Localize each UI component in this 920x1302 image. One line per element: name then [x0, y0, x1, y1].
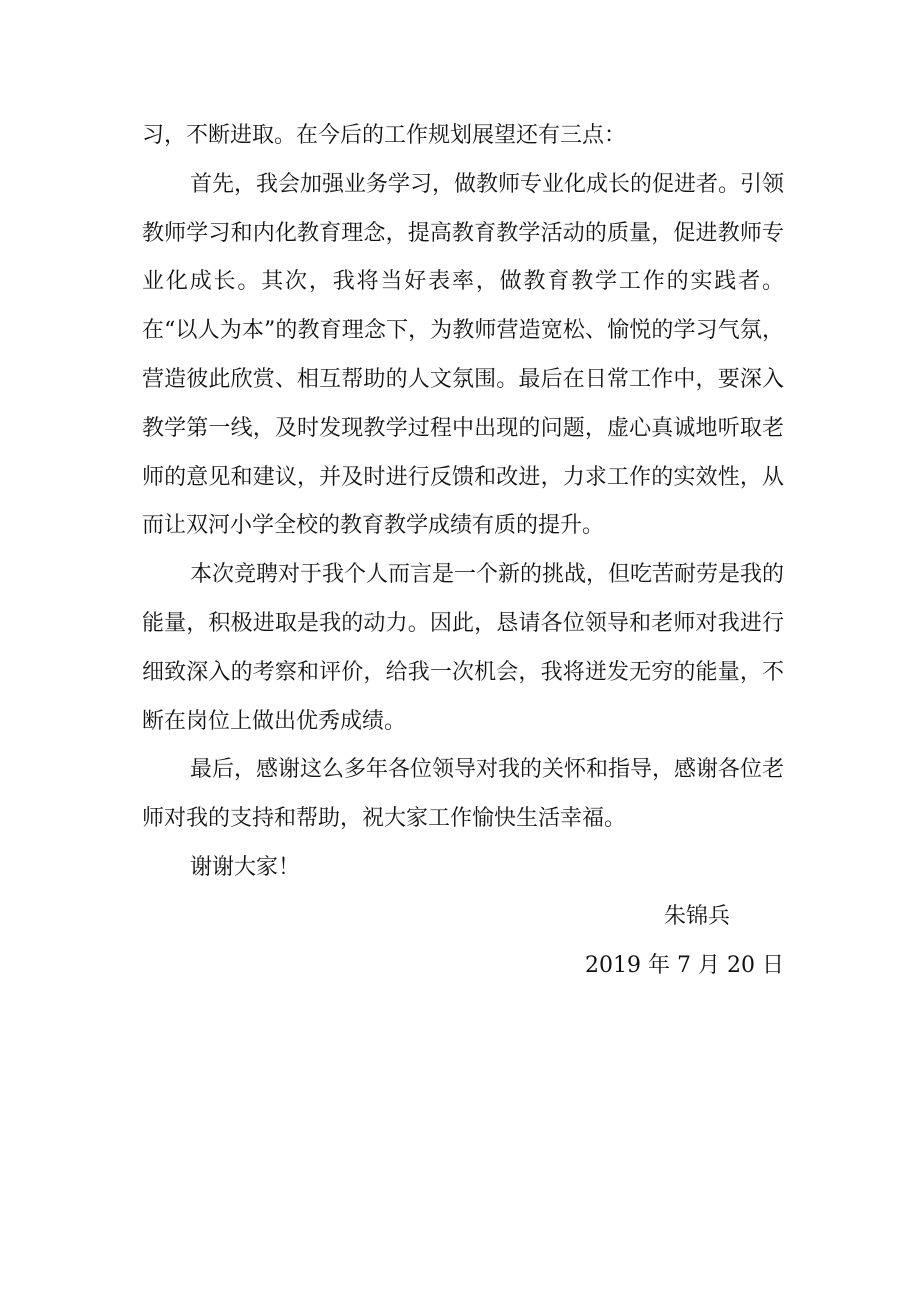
signature-date: 2019 年 7 月 20 日 — [585, 952, 784, 978]
paragraph-competition: 本次竞聘对于我个人而言是一个新的挑战，但吃苦耐劳是我的能量，积极进取是我的动力。因此，恳请各位领导和老师对我进行细致深入的考察和评价，给我一次机会，我将迸发无穷的能量，不断在岗位上做出优秀成绩。 — [142, 562, 785, 734]
paragraph-thanks: 最后，感谢这么多年各位领导对我的关怀和指导，感谢各位老师对我的支持和帮助，祝大家工作愉快生活幸福。 — [142, 757, 785, 832]
paragraph-closing: 谢谢大家！ — [190, 854, 301, 880]
document-body — [142, 112, 784, 990]
paragraph-work-plan: 首先，我会加强业务学习，做教师专业化成长的促进者。引领教师学习和内化教育理念，提高教育教学活动的质量，促进教师专业化成长。其次，我将当好表率，做教育教学工作的实践者。在“以人为本”的教育理念下，为教师营造宽松、愉悦的学习气氛，营造彼此欣赏、相互帮助的人文氛围。最后在日常工作中，要深入教学第一线，及时发现教学过程中出现的问题，虚心真诚地听取老师的意见和建议，并及时进行反馈和改进，力求工作的实效性，从而让双河小学全校的教育教学成绩有质的提升。 — [142, 171, 785, 539]
paragraph-continuation: 习，不断进取。在今后的工作规划展望还有三点： — [142, 123, 627, 148]
signature-name: 朱锦兵 — [663, 903, 730, 929]
